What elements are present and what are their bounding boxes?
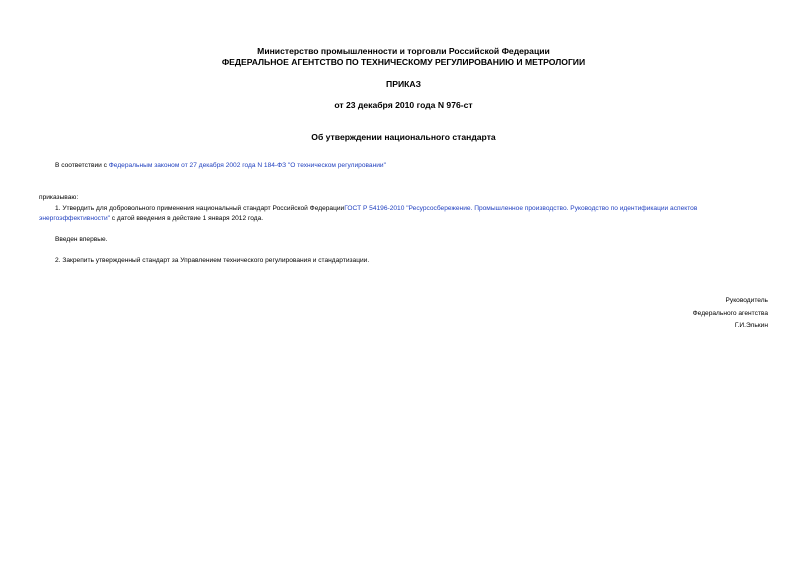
federal-law-link[interactable]: Федеральным законом от 27 декабря 2002 года N 184-ФЗ "О техническом регулировании" [108,162,386,169]
signature-agency: Федерального агентства [692,309,768,317]
preamble-paragraph [55,161,386,171]
doc-subject: Об утверждении национального стандарта [311,132,496,142]
ministry-title: Министерство промышленности и торговли Российской Федерации [257,46,550,56]
item1-line1 [55,204,697,214]
gost-link[interactable]: ГОСТ Р 54196-2010 "Ресурсосбережение. Промышленное производство. Руководство по идентификации аспектов [344,205,698,212]
item1-suffix: с датой введения в действие 1 января 2012 года. [109,215,264,222]
agency-title: ФЕДЕРАЛЬНОЕ АГЕНТСТВО ПО ТЕХНИЧЕСКОМУ РЕГУЛИРОВАНИЮ И МЕТРОЛОГИИ [221,57,586,67]
preamble-text: В соответствии с [55,162,109,169]
introduced-note: Введен впервые. [55,236,108,243]
item1-line2 [39,214,263,224]
item2-paragraph: 2. Закрепить утвержденный стандарт за Управлением технического регулирования и стандартизации. [55,257,370,264]
signature-name: Г.И.Элькин [734,322,768,329]
signature-block [693,295,768,333]
gost-link-continuation[interactable]: энергоэффективности" [39,215,110,222]
order-word: приказываю: [39,194,79,201]
doc-date-number: от 23 декабря 2010 года N 976-ст [334,100,473,110]
item1-text: 1. Утвердить для добровольного применения национальный стандарт Российской Федерации [55,205,345,212]
doc-type-title: ПРИКАЗ [386,79,421,89]
signature-position: Руководитель [725,297,768,304]
